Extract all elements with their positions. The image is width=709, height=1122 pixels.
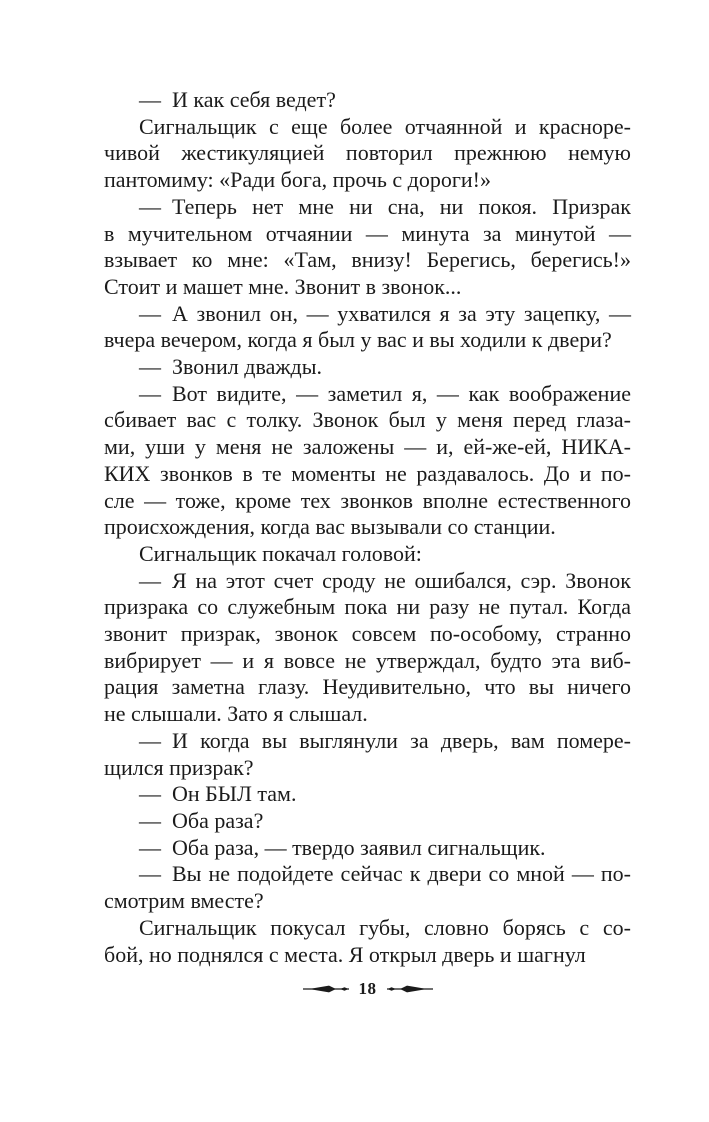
text-line: сбивает вас с толку. Звонок был у меня перед глаза-	[104, 407, 631, 433]
text-line: ми, уши у меня не заложены — и, ей-же-ей, НИКА-	[104, 434, 631, 460]
text-line: чивой жестикуляцией повторил прежнюю немую	[104, 140, 631, 166]
text-line: — Вот видите, — заметил я, — как воображение	[139, 380, 631, 406]
text-line: КИХ звонков в те моменты не раздавалось. До и по-	[104, 460, 631, 486]
paragraph	[104, 915, 631, 968]
text-line: звонит призрак, звонок совсем по-особому, странно	[104, 621, 631, 647]
text-line: щился призрак?	[104, 754, 254, 780]
text-line: рация заметна глазу. Неудивительно, что вы ничего	[104, 674, 631, 700]
text-line: взывает ко мне: «Там, внизу! Берегись, берегись!»	[104, 247, 631, 273]
paragraph	[104, 808, 631, 835]
text-line: — Оба раза?	[139, 807, 264, 833]
text-line: — И когда вы выглянули за дверь, вам помере-	[139, 727, 631, 753]
paragraph	[104, 87, 631, 114]
paragraph	[104, 861, 631, 914]
text-line: вибрирует — и я вовсе не утверждал, будто эта виб-	[104, 647, 631, 673]
text-line: сле — тоже, кроме тех звонков вполне естественного	[104, 487, 631, 513]
text-line: — Я на этот счет сроду не ошибался, сэр. Звонок	[139, 567, 631, 593]
text-line: вчера вечером, когда я был у вас и вы ходили к двери?	[104, 327, 612, 353]
paragraph	[104, 835, 631, 862]
text-line: призрака со служебным пока ни разу не путал. Когда	[104, 594, 631, 620]
text-line: Сигнальщик покусал губы, словно борясь с со-	[139, 914, 631, 940]
text-line: пантомиму: «Ради бога, прочь с дороги!»	[104, 167, 491, 193]
paragraph	[104, 114, 631, 194]
arrow-flourish-left-icon	[386, 983, 434, 995]
arrow-flourish-right-icon	[302, 983, 350, 995]
text-line: — И как себя ведет?	[139, 87, 336, 112]
text-line: — Звонил дважды.	[139, 354, 323, 380]
text-line: в мучительном отчаянии — минута за минутой —	[104, 220, 631, 246]
page-footer	[104, 980, 631, 997]
text-block	[104, 87, 631, 968]
text-line: Сигнальщик с еще более отчаянной и красноре-	[139, 113, 631, 139]
paragraph	[104, 301, 631, 354]
text-line: Стоит и машет мне. Звонит в звонок...	[104, 273, 462, 299]
paragraph	[104, 354, 631, 381]
paragraph	[104, 728, 631, 781]
paragraph	[104, 568, 631, 728]
text-line: происхождения, когда вас вызывали со станции.	[104, 514, 556, 540]
paragraph	[104, 781, 631, 808]
text-line: — А звонил он, — ухватился я за эту зацепку, —	[139, 300, 631, 326]
paragraph	[104, 541, 631, 568]
page-number: 18	[358, 979, 377, 998]
paragraph	[104, 381, 631, 541]
text-line: Сигнальщик покачал головой:	[139, 540, 422, 566]
text-line: — Оба раза, — твердо заявил сигнальщик.	[139, 834, 546, 860]
text-line: — Теперь нет мне ни сна, ни покоя. Призрак	[139, 193, 631, 219]
text-line: не слышали. Зато я слышал.	[104, 701, 368, 727]
text-line: — Он БЫЛ там.	[139, 781, 297, 807]
text-line: смотрим вместе?	[104, 888, 264, 914]
text-line: бой, но поднялся с места. Я открыл дверь и шагнул	[104, 941, 586, 967]
paragraph	[104, 194, 631, 301]
text-line: — Вы не подойдете сейчас к двери со мной — по-	[139, 861, 631, 887]
